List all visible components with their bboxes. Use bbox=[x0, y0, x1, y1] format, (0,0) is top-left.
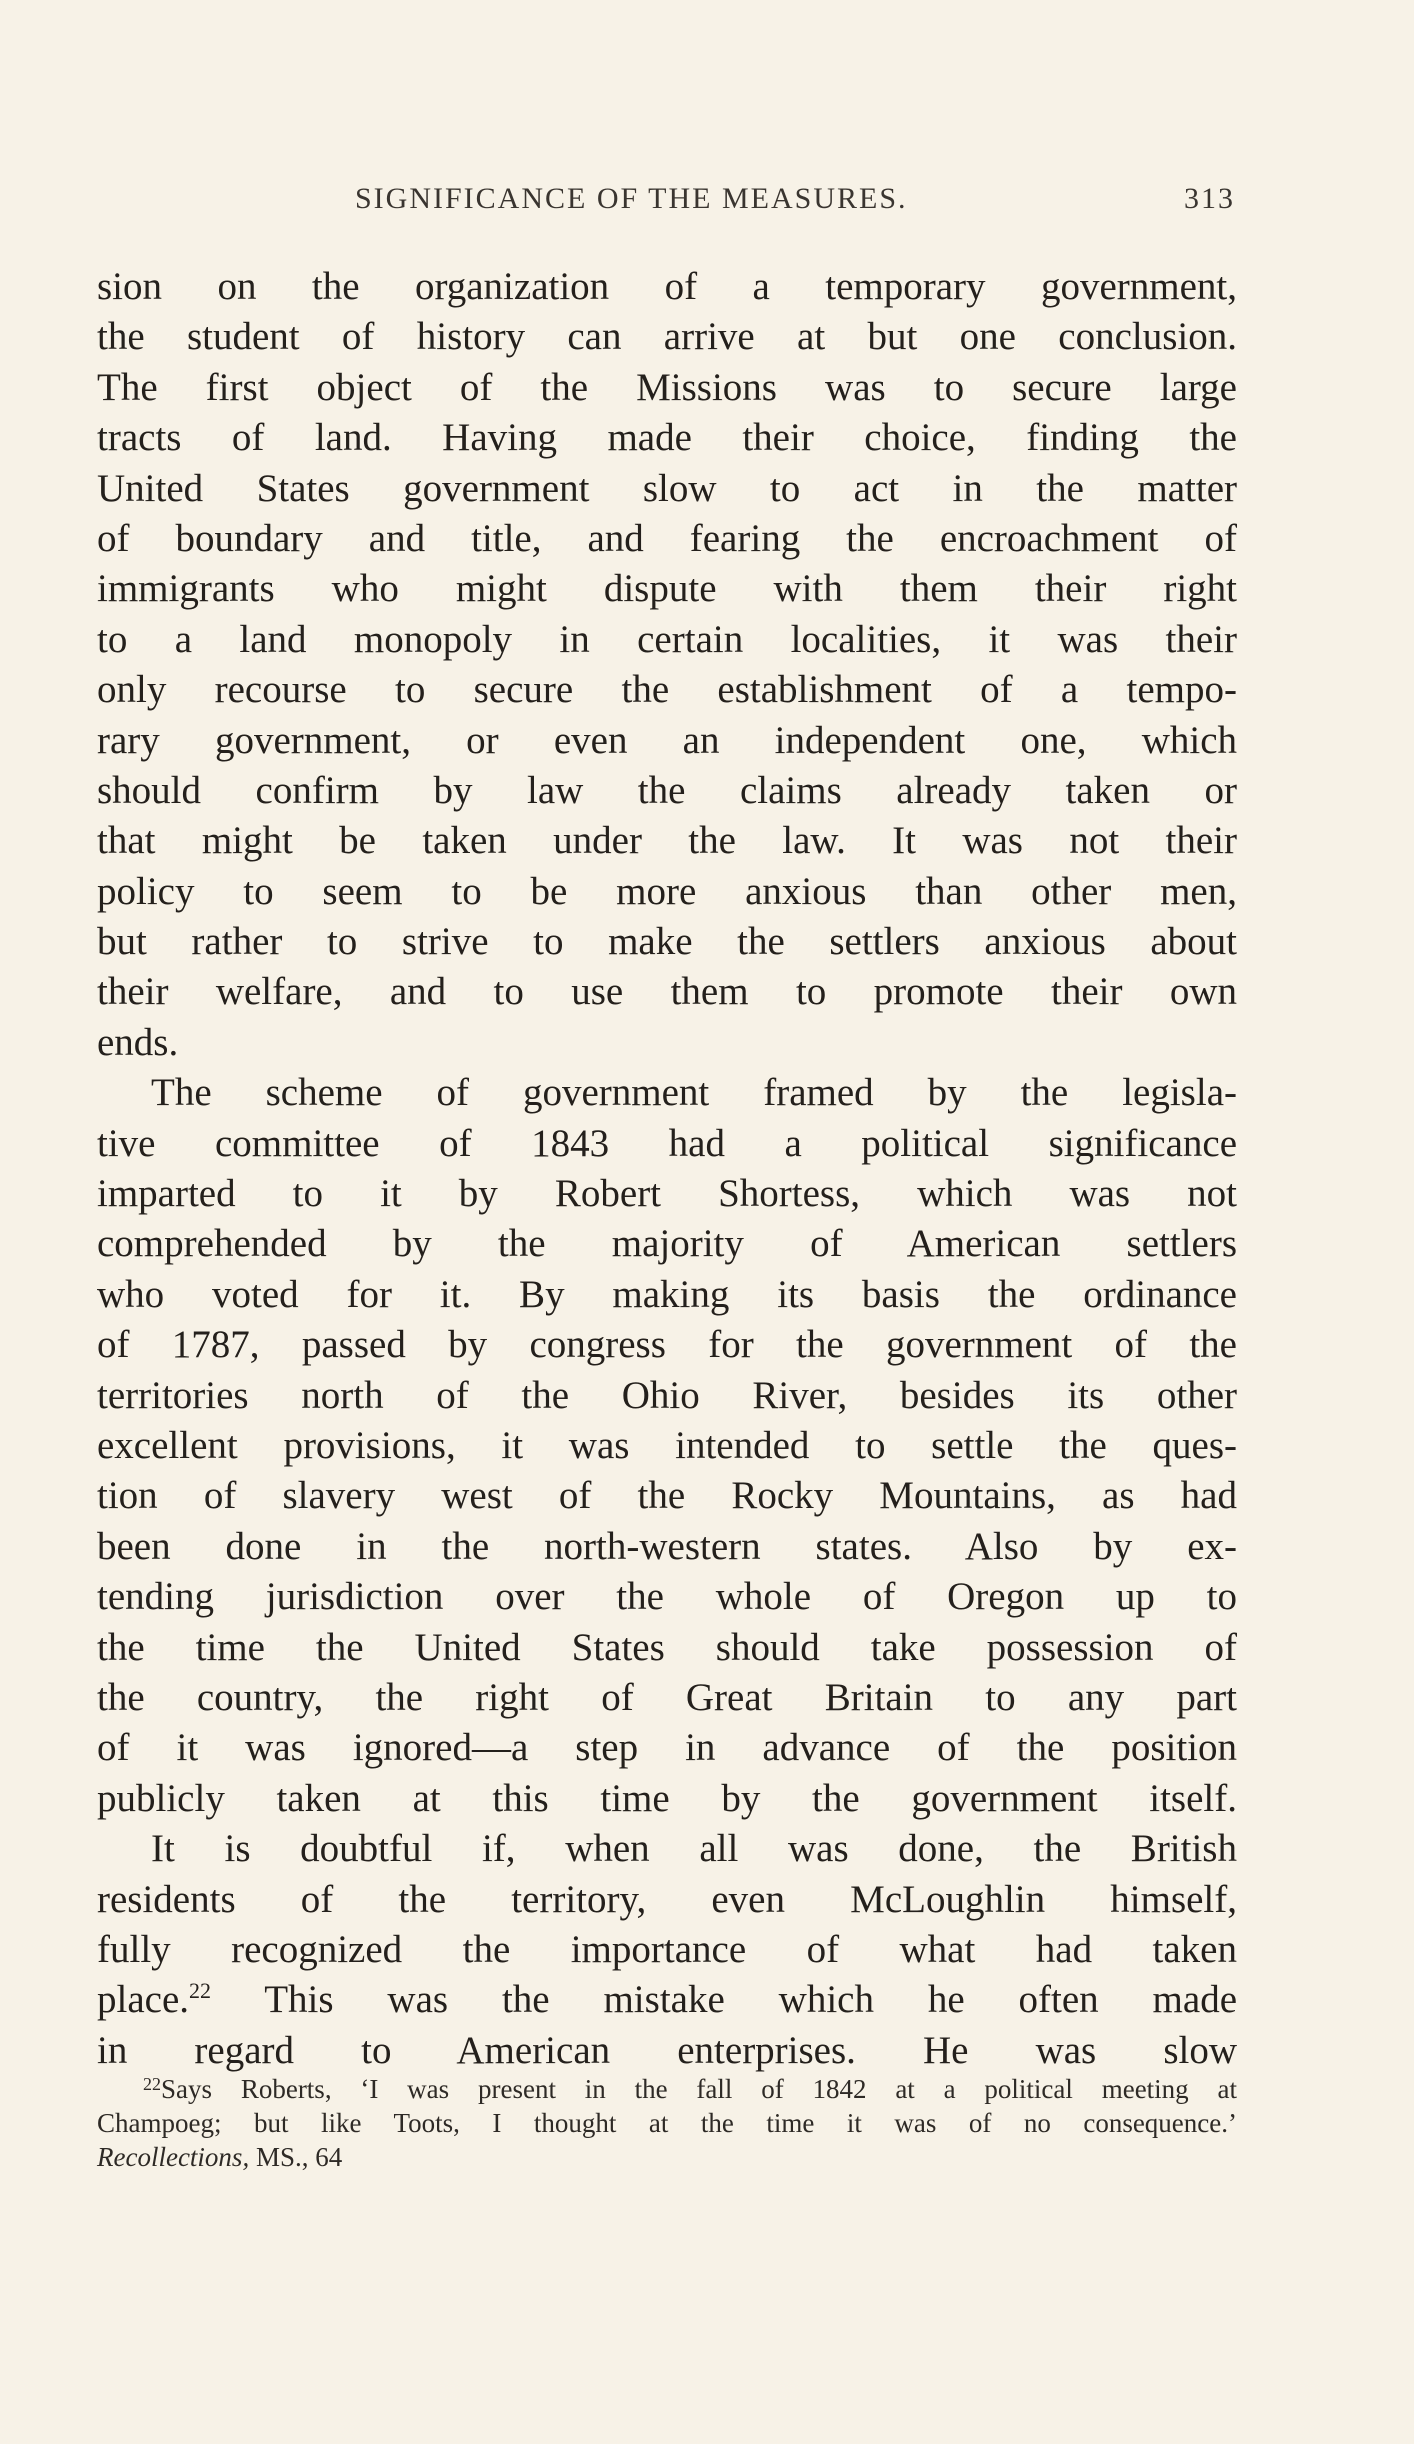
text-line: of boundary and title, and fearing the encroachment of bbox=[97, 516, 1237, 560]
text-line: to a land monopoly in certain localities, it was their bbox=[97, 617, 1237, 661]
text-line: who voted for it. By making its basis the ordinance bbox=[97, 1272, 1237, 1316]
text-line: in regard to American enterprises. He was slow bbox=[97, 2028, 1237, 2072]
footnote-reference[interactable]: 22 bbox=[189, 1978, 212, 2004]
running-title: SIGNIFICANCE OF THE MEASURES. bbox=[355, 182, 908, 215]
footnote-line: Champoeg; but like Toots, I thought at the time it was of no consequence.’ bbox=[97, 2108, 1237, 2138]
text-line: the time the United States should take possession of bbox=[97, 1625, 1237, 1669]
text-line: territories north of the Ohio River, besides its other bbox=[97, 1373, 1237, 1417]
text-line: tion of slavery west of the Rocky Mountains, as had bbox=[97, 1474, 1237, 1518]
text-line: comprehended by the majority of American settlers bbox=[97, 1222, 1237, 1266]
footnote-marker: 22 bbox=[143, 2074, 161, 2094]
footnote-source-detail: MS., 64 bbox=[249, 2142, 343, 2172]
body-text bbox=[97, 262, 1237, 2076]
text-line: that might be taken under the law. It was not their bbox=[97, 819, 1237, 863]
text-line: been done in the north-western states. Also by ex- bbox=[97, 1524, 1237, 1568]
text-line: the student of history can arrive at but one conclusion. bbox=[97, 315, 1237, 359]
text-line: sion on the organization of a temporary government, bbox=[97, 265, 1237, 308]
text-line: tracts of land. Having made their choice, finding the bbox=[97, 416, 1237, 460]
text-line: tending jurisdiction over the whole of Oregon up to bbox=[97, 1575, 1237, 1619]
text-line: rary government, or even an independent one, which bbox=[97, 718, 1237, 762]
text-fragment: This was the mistake which he often made bbox=[264, 1978, 1238, 2022]
text-line: The first object of the Missions was to secure large bbox=[97, 365, 1237, 409]
text-line: excellent provisions, it was intended to settle the ques- bbox=[97, 1423, 1237, 1467]
text-line bbox=[97, 1975, 1237, 2025]
text-line: immigrants who might dispute with them their right bbox=[97, 567, 1237, 611]
text-fragment: place. bbox=[97, 1978, 190, 2022]
text-line: United States government slow to act in the matter bbox=[97, 466, 1237, 510]
text-line: of 1787, passed by congress for the government of the bbox=[97, 1323, 1237, 1367]
footnote-source-title: Recollections, bbox=[97, 2142, 250, 2172]
text-line: fully recognized the importance of what had taken bbox=[97, 1927, 1237, 1971]
text-line: their welfare, and to use them to promote their own bbox=[97, 970, 1237, 1014]
text-line: The scheme of government framed by the legisla- bbox=[151, 1071, 1237, 1115]
text-line: should confirm by law the claims already taken or bbox=[97, 768, 1237, 812]
text-line: only recourse to secure the establishment of a tempo- bbox=[97, 668, 1237, 712]
running-head bbox=[355, 182, 1235, 222]
text-line: the country, the right of Great Britain to any part bbox=[97, 1675, 1237, 1719]
text-line: It is doubtful if, when all was done, the British bbox=[151, 1827, 1237, 1871]
text-line: publicly taken at this time by the government itself. bbox=[97, 1776, 1237, 1820]
footnote-line bbox=[97, 2072, 1237, 2106]
page-number: 313 bbox=[1184, 182, 1235, 215]
footnote bbox=[97, 2072, 1237, 2174]
footnote-line bbox=[97, 2140, 1237, 2174]
text-line: of it was ignored—a step in advance of the position bbox=[97, 1726, 1237, 1770]
footnote-text: Says Roberts, ‘I was present in the fall of 1842 at a political meeting at bbox=[161, 2074, 1237, 2104]
text-line: ends. bbox=[97, 1020, 179, 1064]
text-line: but rather to strive to make the settlers anxious about bbox=[97, 920, 1237, 964]
text-line: residents of the territory, even McLoughlin himself, bbox=[97, 1877, 1237, 1921]
text-line: policy to seem to be more anxious than other men, bbox=[97, 869, 1237, 913]
text-line: tive committee of 1843 had a political significance bbox=[97, 1121, 1237, 1165]
text-line: imparted to it by Robert Shortess, which was not bbox=[97, 1172, 1237, 1216]
